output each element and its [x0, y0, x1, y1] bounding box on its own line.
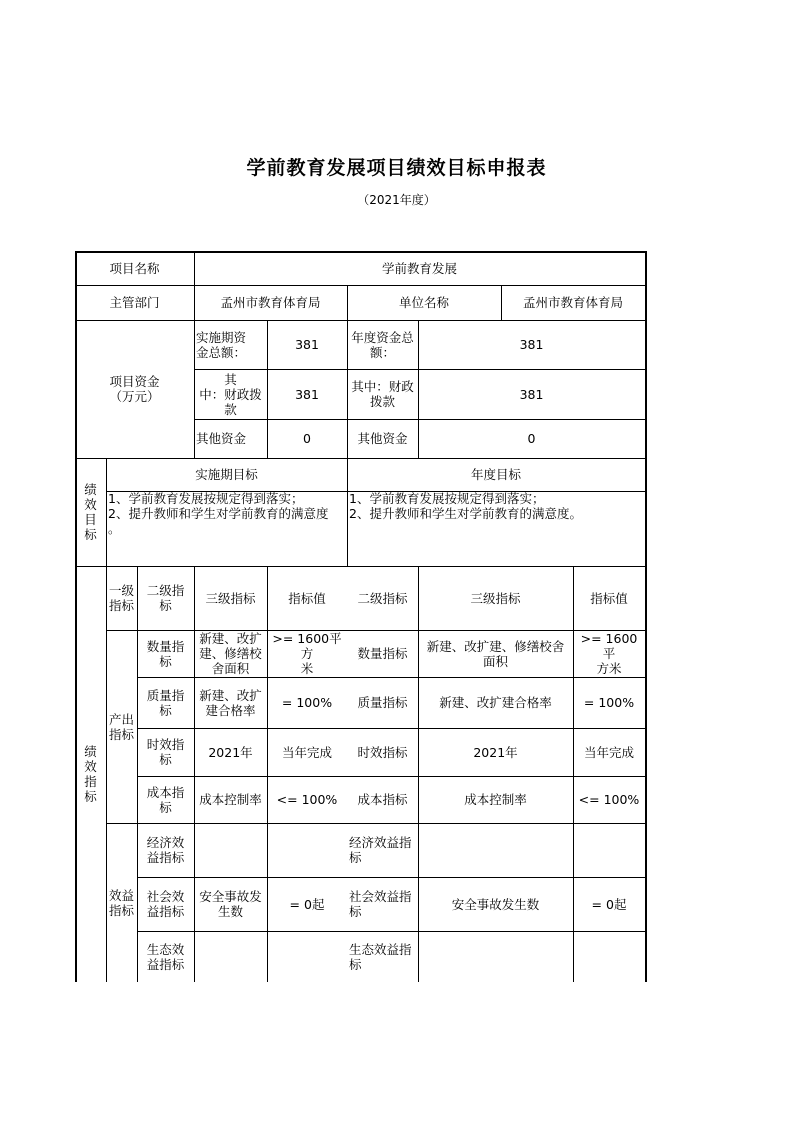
indicator-row-value	[267, 823, 347, 877]
year-other-value	[418, 419, 645, 458]
indicator-row-value-year	[573, 677, 645, 728]
indicator-row-value-year	[573, 776, 645, 823]
indicator-row-level3	[194, 776, 267, 823]
year-total-label	[347, 320, 418, 369]
indicator-row-level3	[194, 931, 267, 982]
indicator-row-level2-year	[347, 877, 418, 931]
benefit-indicator-label-text: 效益 指标	[108, 887, 134, 918]
header-level2-year	[347, 566, 418, 630]
indicator-row-level3-year	[418, 877, 573, 931]
indicator-row-level3-year-text: 安全事故发生数	[451, 896, 540, 912]
indicator-row-level2-year	[347, 677, 418, 728]
indicators-label-text: 绩 效 指 标	[84, 744, 97, 804]
indicator-row-value-text: = 0起	[289, 896, 325, 912]
impl-total-label	[194, 320, 267, 369]
header-value-year-text: 指标值	[590, 590, 628, 606]
dept-value	[194, 285, 347, 320]
impl-fiscal-value	[267, 369, 347, 419]
indicator-row-value-year-text: <= 100%	[578, 792, 640, 807]
indicator-row-level2	[137, 776, 194, 823]
indicator-row-value	[267, 776, 347, 823]
impl-total-value	[267, 320, 347, 369]
year-total-label-text: 年度资金总额：	[351, 329, 414, 360]
indicator-row-value-year	[573, 931, 645, 982]
indicator-row-level3-year-text: 新建、改扩建合格率	[439, 695, 552, 710]
indicator-row-level2	[137, 677, 194, 728]
indicator-row-level2-year	[347, 728, 418, 776]
indicator-row-level3-year	[418, 728, 573, 776]
header-level3-year	[418, 566, 573, 630]
indicator-row-level3	[194, 677, 267, 728]
year-other-value-text: 0	[527, 431, 536, 446]
header-level3	[194, 566, 267, 630]
year-total-value-text: 381	[519, 337, 544, 352]
project-name-value	[194, 251, 645, 285]
header-level2-year-text: 二级指标	[357, 590, 408, 606]
impl-fiscal-label	[194, 369, 267, 419]
indicator-row-level3-year-text: 2021年	[473, 744, 518, 760]
year-other-label-text: 其他资金	[357, 431, 408, 446]
impl-total-label-text: 实施期资 金总额：	[196, 329, 247, 360]
indicator-row-level3-text: 安全事故发 生数	[199, 889, 262, 919]
indicator-row-level2	[137, 877, 194, 931]
indicator-row-value-year-text: = 100%	[583, 695, 635, 710]
dept-label-text: 主管部门	[109, 295, 160, 310]
year-goal-text	[347, 491, 645, 566]
project-name-value-text: 学前教育发展	[381, 260, 457, 276]
indicator-row-level2-text: 经济效 益指标	[146, 835, 185, 865]
indicator-row-level3-text: 新建、改扩 建、修缮校 舍面积	[199, 631, 262, 676]
unit-value	[501, 285, 645, 320]
indicator-row-level2-year-text: 时效指标	[357, 744, 408, 760]
impl-other-label	[194, 419, 267, 458]
indicator-row-value-year	[573, 728, 645, 776]
year-other-label	[347, 419, 418, 458]
impl-total-value-text: 381	[295, 337, 319, 352]
indicator-row-level2-year	[347, 931, 418, 982]
indicator-row-level3-text: 新建、改扩 建合格率	[199, 687, 262, 718]
indicator-row-value-text: <= 100%	[276, 792, 338, 807]
indicator-row-level3-text: 2021年	[208, 744, 253, 760]
output-indicator-label-text: 产出 指标	[108, 711, 134, 742]
indicator-row-value-text: >= 1600平方 米	[272, 631, 342, 676]
page-subtitle: （2021年度）	[357, 193, 436, 207]
unit-label-text: 单位名称	[398, 295, 449, 310]
indicator-row-level2-text: 数量指 标	[146, 638, 185, 669]
year-fiscal-value	[418, 369, 645, 419]
indicator-row-level2-year-text: 成本指标	[357, 792, 408, 807]
grid-line-vertical	[645, 251, 647, 982]
year-goal-header-text: 年度目标	[470, 467, 521, 482]
header-level2-text: 二级指 标	[146, 583, 185, 613]
indicator-row-level2-text: 成本指 标	[146, 784, 185, 815]
indicator-row-level3-year	[418, 630, 573, 677]
indicator-row-value	[267, 677, 347, 728]
indicator-row-level3-year	[418, 931, 573, 982]
indicator-row-value-year	[573, 823, 645, 877]
funds-label	[75, 320, 194, 458]
goals-label-text: 绩 效 目 标	[84, 482, 97, 542]
indicator-row-level3-text: 成本控制率	[199, 792, 262, 807]
funds-label-text: 项目资金 （万元）	[109, 374, 160, 404]
indicator-row-value-year-text: >= 1600平 方米	[580, 631, 638, 676]
indicator-row-value-year	[573, 877, 645, 931]
impl-goal-header-text: 实施期目标	[195, 467, 258, 482]
project-name-label-text: 项目名称	[109, 260, 160, 276]
impl-fiscal-label-text: 其 中：财政拨 款	[199, 371, 262, 417]
indicator-row-value-text: 当年完成	[281, 744, 332, 760]
indicator-row-level3	[194, 823, 267, 877]
indicator-row-level2-year-text: 生态效益指 标	[349, 941, 412, 972]
header-level3-text: 三级指标	[205, 590, 256, 606]
indicator-row-level2-text: 质量指 标	[146, 687, 185, 718]
year-goal-header	[347, 458, 645, 491]
indicator-row-level3-year	[418, 677, 573, 728]
indicator-row-level2-year-text: 社会效益指 标	[349, 889, 412, 919]
indicator-row-value	[267, 877, 347, 931]
indicator-row-value	[267, 630, 347, 677]
indicator-row-level3-year	[418, 776, 573, 823]
indicator-row-level2-text: 生态效 益指标	[146, 941, 185, 972]
year-total-value	[418, 320, 645, 369]
indicator-row-level2-year	[347, 630, 418, 677]
output-indicator-label	[106, 630, 137, 823]
indicator-row-level2-year	[347, 823, 418, 877]
header-level1	[106, 566, 137, 630]
impl-other-label-text: 其他资金	[196, 431, 247, 446]
indicator-row-value	[267, 728, 347, 776]
indicator-row-level2	[137, 728, 194, 776]
indicator-row-value-year-text: = 0起	[591, 896, 627, 912]
goals-label	[75, 458, 106, 566]
indicator-row-value-year	[573, 630, 645, 677]
unit-label	[347, 285, 501, 320]
indicator-row-level3	[194, 630, 267, 677]
indicator-row-value-text: = 100%	[281, 695, 333, 710]
indicator-row-level2-year-text: 数量指标	[357, 646, 408, 661]
indicator-row-level2-text: 时效指 标	[146, 737, 185, 767]
unit-value-text: 孟州市教育体育局	[522, 295, 623, 310]
project-name-label	[75, 251, 194, 285]
indicator-row-level3-year-text: 新建、改扩建、修缮校舍 面积	[426, 638, 565, 669]
header-level1-text: 一级 指标	[108, 583, 134, 613]
header-level3-year-text: 三级指标	[470, 590, 521, 606]
indicator-row-level3	[194, 877, 267, 931]
year-fiscal-label	[347, 369, 418, 419]
indicator-row-level3-year-text: 成本控制率	[464, 792, 527, 807]
dept-label	[75, 285, 194, 320]
indicator-row-level2-text: 社会效 益指标	[146, 889, 185, 919]
impl-other-value	[267, 419, 347, 458]
header-value-text: 指标值	[288, 590, 326, 606]
indicator-row-value-year-text: 当年完成	[583, 744, 634, 760]
year-goal-text-text: 1、学前教育发展按规定得到落实； 2、提升教师和学生对学前教育的满意度。	[349, 491, 582, 521]
indicator-row-level2-year	[347, 776, 418, 823]
impl-fiscal-value-text: 381	[295, 386, 319, 402]
indicator-row-level2-year-text: 质量指标	[357, 695, 408, 710]
indicator-row-level3-year	[418, 823, 573, 877]
indicator-row-level2	[137, 931, 194, 982]
dept-value-text: 孟州市教育体育局	[220, 295, 321, 310]
header-value-year	[573, 566, 645, 630]
indicator-row-value	[267, 931, 347, 982]
page-title: 学前教育发展项目绩效目标申报表	[246, 157, 547, 179]
benefit-indicator-label	[106, 823, 137, 982]
impl-goal-header	[106, 458, 347, 491]
header-value	[267, 566, 347, 630]
indicators-label	[75, 566, 106, 982]
year-fiscal-label-text: 其中：财政拨款	[351, 379, 414, 409]
indicator-row-level2	[137, 823, 194, 877]
year-fiscal-value-text: 381	[519, 386, 544, 402]
impl-goal-text	[106, 491, 347, 566]
impl-other-value-text: 0	[303, 431, 311, 446]
indicator-row-level2-year-text: 经济效益指 标	[349, 835, 412, 865]
indicator-row-level2	[137, 630, 194, 677]
indicator-row-level3	[194, 728, 267, 776]
impl-goal-text-text: 1、学前教育发展按规定得到落实； 2、提升教师和学生对学前教育的满意度 。	[108, 491, 329, 536]
header-level2	[137, 566, 194, 630]
